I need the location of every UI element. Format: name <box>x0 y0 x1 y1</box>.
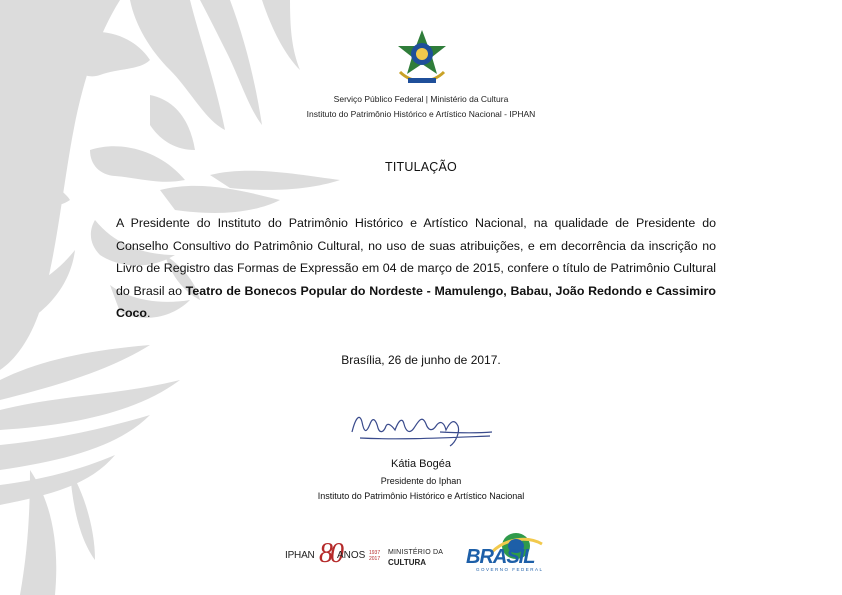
document-title: TITULAÇÃO <box>385 160 457 174</box>
signer-name: Kátia Bogéa <box>391 458 451 470</box>
handwritten-signature <box>340 402 500 452</box>
signer-institution: Instituto do Patrimônio Histórico e Artístico Nacional <box>317 491 525 501</box>
body-end: . <box>146 306 151 320</box>
brasil-logo-word: BRASIL <box>466 546 535 568</box>
ministry-logo-line1: MINISTÉRIO DA <box>388 549 444 556</box>
ministry-logo-line2: CULTURA <box>388 558 427 567</box>
brasil-logo-subtitle: GOVERNO FEDERAL <box>476 567 544 572</box>
iphan-logo-80: 80 <box>319 538 341 569</box>
header-agency-line: Serviço Público Federal | Ministério da Cultura <box>333 94 509 104</box>
iphan-logo-text: IPHAN <box>285 550 315 561</box>
body-intro: A Presidente do Instituto do Patrimônio Histórico e Artístico Nacional, na qualidade de Presidente do Conselho Consultivo do Patrimônio Cultural, no uso de suas atribuições, e em decorrência da inscrição no Livro de Registro das Formas de Expressão em 04 de março de 2015, confere o título de Patrimônio Cultural do Brasil ao <box>116 216 716 298</box>
brasil-governo-federal-logo <box>462 530 562 572</box>
coat-of-arms-brazil-icon <box>392 28 452 86</box>
iphan-year-end: 2017 <box>369 556 381 562</box>
iphan-80-anos-logo <box>285 538 383 573</box>
body-heritage-name: Teatro de Bonecos Popular do Nordeste - Mamulengo, Babau, João Redondo e Cassimiro Coco <box>116 283 716 320</box>
ministerio-cultura-logo <box>388 549 450 571</box>
document-date: Brasília, 26 de junho de 2017. <box>341 353 501 367</box>
signer-role: Presidente do Iphan <box>380 476 462 486</box>
certificate-body <box>116 212 716 325</box>
iphan-year-start: 1937 <box>369 550 381 556</box>
iphan-logo-anos: ANOS <box>337 550 366 561</box>
header-institute-line: Instituto do Patrimônio Histórico e Artístico Nacional - IPHAN <box>306 109 536 119</box>
iphan-logo-years <box>369 550 380 562</box>
